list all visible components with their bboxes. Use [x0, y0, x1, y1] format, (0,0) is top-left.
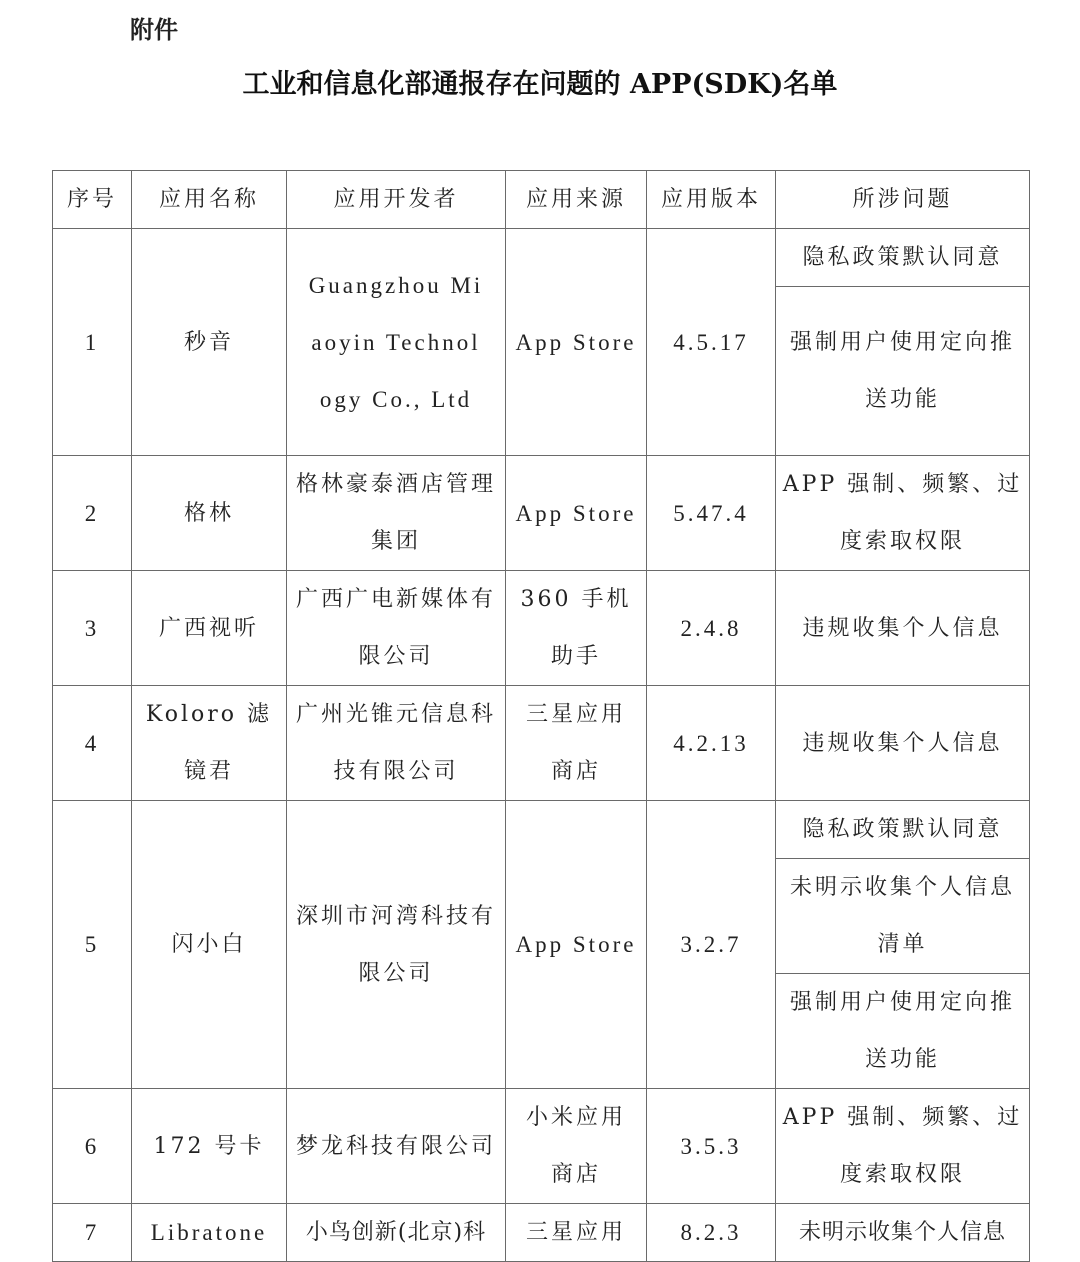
header-developer: 应用开发者	[287, 171, 506, 229]
cell-index: 7	[53, 1204, 132, 1262]
cell-app-name: 闪小白	[132, 801, 287, 1089]
cell-issue: 强制用户使用定向推送功能	[776, 287, 1030, 456]
cell-issue: 隐私政策默认同意	[776, 229, 1030, 287]
cell-issue: 未明示收集个人信息清单	[776, 859, 1030, 974]
document-title: 工业和信息化部通报存在问题的 APP(SDK)名单	[242, 69, 838, 100]
cell-developer: 深圳市河湾科技有限公司	[287, 801, 506, 1089]
cell-source: 小米应用商店	[506, 1089, 647, 1204]
cell-index: 3	[53, 571, 132, 686]
cell-version: 4.2.13	[647, 686, 776, 801]
cell-source: 三星应用	[506, 1204, 647, 1262]
cell-app-name: 秒音	[132, 229, 287, 456]
cell-index: 1	[53, 229, 132, 456]
cell-version: 2.4.8	[647, 571, 776, 686]
cell-app-name: Libratone	[132, 1204, 287, 1262]
cell-issue: APP 强制、频繁、过度索取权限	[776, 456, 1030, 571]
cell-version: 3.2.7	[647, 801, 776, 1089]
cell-developer: 小鸟创新(北京)科	[287, 1204, 506, 1262]
table-row	[53, 801, 1030, 859]
header-index: 序号	[53, 171, 132, 229]
cell-developer: 梦龙科技有限公司	[287, 1089, 506, 1204]
cell-developer: 广西广电新媒体有限公司	[287, 571, 506, 686]
cell-source: App Store	[506, 456, 647, 571]
cell-version: 3.5.3	[647, 1089, 776, 1204]
table-row	[53, 686, 1030, 801]
cell-developer: Guangzhou Miaoyin Technology Co., Ltd	[287, 229, 506, 456]
cell-developer: 广州光锥元信息科技有限公司	[287, 686, 506, 801]
cell-index: 2	[53, 456, 132, 571]
cell-version: 5.47.4	[647, 456, 776, 571]
cell-app-name: 广西视听	[132, 571, 287, 686]
table-row	[53, 571, 1030, 686]
header-issues: 所涉问题	[776, 171, 1030, 229]
table-header-row	[53, 171, 1030, 229]
cell-app-name: 格林	[132, 456, 287, 571]
header-source: 应用来源	[506, 171, 647, 229]
cell-source: 三星应用商店	[506, 686, 647, 801]
cell-source: App Store	[506, 801, 647, 1089]
cell-issue: 未明示收集个人信息	[776, 1204, 1030, 1262]
table-row	[53, 1204, 1030, 1262]
table-row	[53, 229, 1030, 287]
cell-app-name: 172 号卡	[132, 1089, 287, 1204]
app-list-table	[52, 170, 1030, 1262]
cell-source: 360 手机助手	[506, 571, 647, 686]
cell-app-name: Koloro 滤镜君	[132, 686, 287, 801]
cell-issue: APP 强制、频繁、过度索取权限	[776, 1089, 1030, 1204]
cell-index: 4	[53, 686, 132, 801]
table-row	[53, 1089, 1030, 1204]
cell-index: 6	[53, 1089, 132, 1204]
cell-issue: 违规收集个人信息	[776, 571, 1030, 686]
cell-version: 4.5.17	[647, 229, 776, 456]
header-version: 应用版本	[647, 171, 776, 229]
cell-developer: 格林豪泰酒店管理集团	[287, 456, 506, 571]
table-row	[53, 456, 1030, 571]
cell-issue: 隐私政策默认同意	[776, 801, 1030, 859]
cell-index: 5	[53, 801, 132, 1089]
attachment-label: 附件	[130, 16, 178, 44]
cell-issue: 违规收集个人信息	[776, 686, 1030, 801]
cell-version: 8.2.3	[647, 1204, 776, 1262]
cell-source: App Store	[506, 229, 647, 456]
cell-issue: 强制用户使用定向推送功能	[776, 974, 1030, 1089]
header-app-name: 应用名称	[132, 171, 287, 229]
